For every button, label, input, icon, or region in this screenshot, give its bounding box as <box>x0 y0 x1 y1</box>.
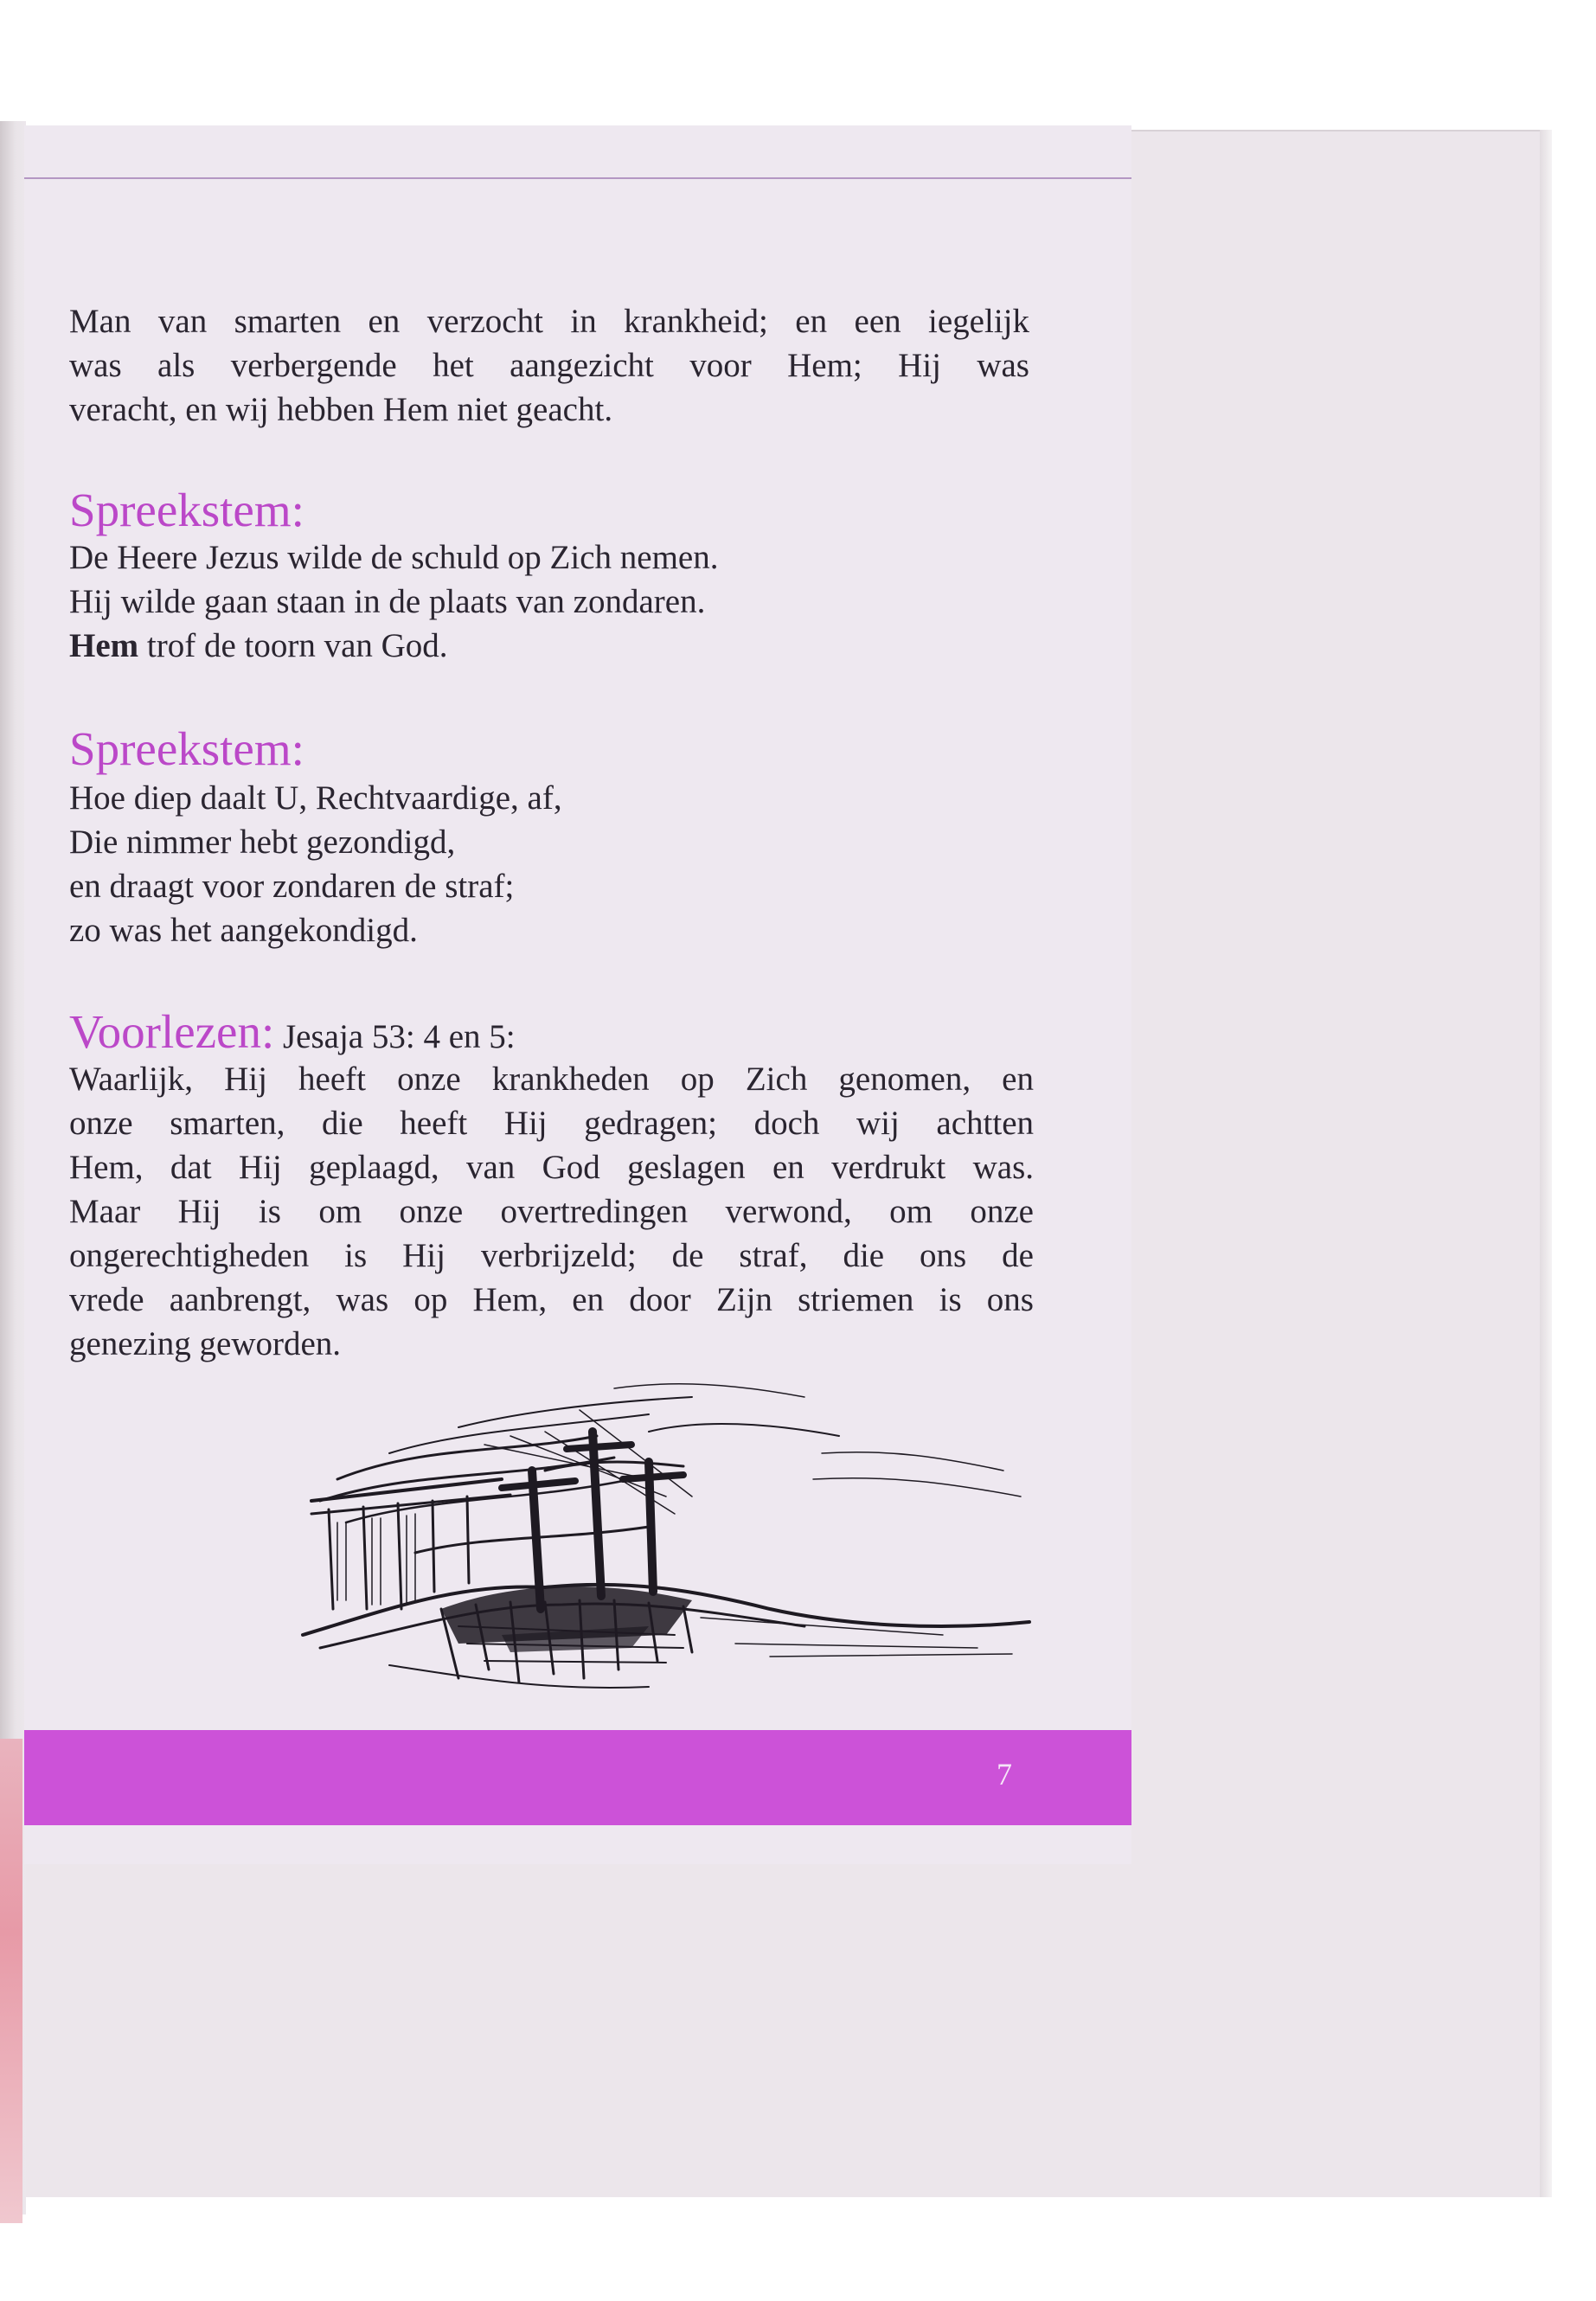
three-crosses-on-hill-icon <box>285 1349 1047 1695</box>
bold-word: Hem <box>69 627 139 664</box>
scripture-line: ongerechtigheden is Hij verbrijzeld; de straf, die ons de <box>69 1237 1034 1274</box>
scripture-passage <box>69 1057 1034 1366</box>
intro-line: Man van smarten en verzocht in krankheid; en een iegelijk <box>69 303 1029 340</box>
top-rule <box>24 177 1131 179</box>
spreekstem-text-2 <box>69 776 562 952</box>
scripture-line: onze smarten, die heeft Hij gedragen; doch wij achtten <box>69 1105 1034 1142</box>
verse-line: Hoe diep daalt U, Rechtvaardige, af, <box>69 779 562 817</box>
scripture-line: Hem, dat Hij geplaagd, van God geslagen en verdrukt was. <box>69 1149 1034 1186</box>
voorlezen-label: Voorlezen: <box>69 1005 275 1058</box>
scripture-line: Maar Hij is om onze overtredingen verwond, om onze <box>69 1193 1034 1230</box>
scripture-reference: Jesaja 53: 4 en 5: <box>274 1018 516 1055</box>
scripture-line: genezing geworden. <box>69 1325 342 1362</box>
intro-line: was als verbergende het aangezicht voor Hem; Hij was <box>69 347 1029 384</box>
text-line: De Heere Jezus wilde de schuld op Zich nemen. <box>69 539 719 576</box>
text-line <box>69 624 718 668</box>
verse-line: Die nimmer hebt gezondigd, <box>69 824 456 861</box>
scripture-line: Waarlijk, Hij heeft onze krankheden op Zich genomen, en <box>69 1061 1034 1098</box>
footer-band <box>24 1730 1131 1825</box>
section-heading: Spreekstem: <box>69 722 304 775</box>
section-heading <box>69 1006 516 1063</box>
page-number: 7 <box>997 1757 1012 1791</box>
page-edge <box>1540 130 1552 2197</box>
verse-line: en draagt voor zondaren de straf; <box>69 868 515 905</box>
verse-line: zo was het aangekondigd. <box>69 912 418 949</box>
spine-color-strip <box>0 1739 22 2223</box>
spreekstem-text-1 <box>69 535 718 668</box>
intro-line: veracht, en wij hebben Hem niet geacht. <box>69 391 613 428</box>
scripture-line: vrede aanbrengt, was op Hem, en door Zijn striemen is ons <box>69 1281 1034 1318</box>
section-heading: Spreekstem: <box>69 484 304 536</box>
intro-passage <box>69 299 1029 432</box>
text-line-rest: trof de toorn van God. <box>138 627 448 664</box>
text-line: Hij wilde gaan staan in de plaats van zondaren. <box>69 583 706 620</box>
